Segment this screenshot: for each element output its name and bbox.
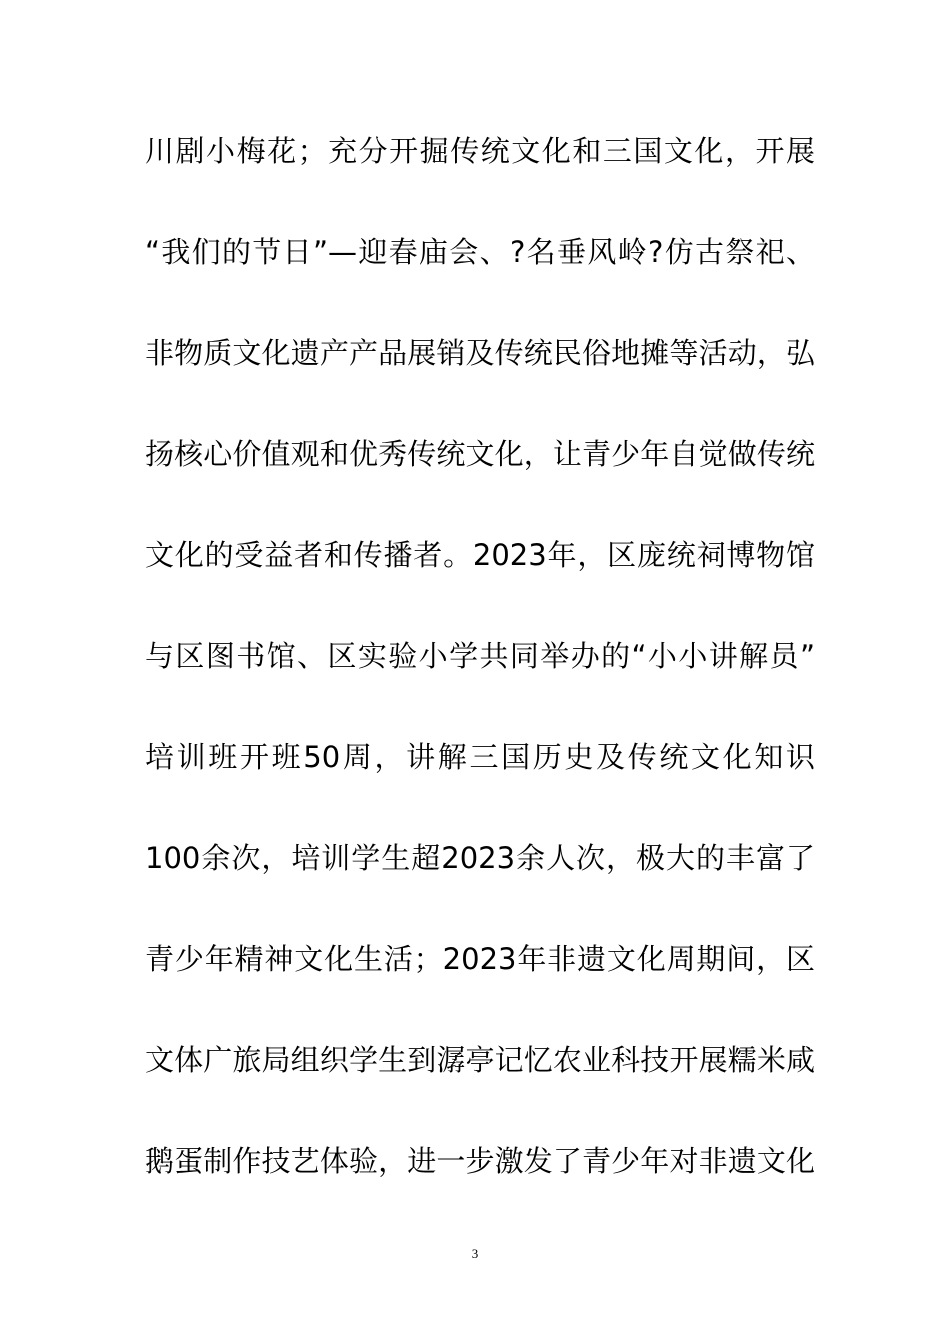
text-line: 川剧小梅花；充分开掘传统文化和三国文化，开展 bbox=[145, 134, 815, 168]
text-line: 文化的受益者和传播者。2023年，区庞统祠博物馆 bbox=[145, 538, 815, 572]
body-text bbox=[145, 126, 815, 1237]
text-line: “我们的节日”—迎春庙会、?名垂风岭?仿古祭祀、 bbox=[145, 235, 815, 269]
text-line: 非物质文化遗产产品展销及传统民俗地摊等活动，弘 bbox=[145, 336, 815, 370]
text-line: 培训班开班50周，讲解三国历史及传统文化知识 bbox=[145, 740, 815, 774]
text-line: 文体广旅局组织学生到潺亭记忆农业科技开展糯米咸 bbox=[145, 1043, 815, 1077]
page-number: 3 bbox=[471, 1246, 479, 1261]
text-line: 100余次，培训学生超2023余人次，极大的丰富了 bbox=[145, 841, 815, 875]
text-line: 青少年精神文化生活；2023年非遗文化周期间，区 bbox=[145, 942, 815, 976]
text-line: 与区图书馆、区实验小学共同举办的“小小讲解员” bbox=[145, 639, 815, 673]
text-line: 扬核心价值观和优秀传统文化，让青少年自觉做传统 bbox=[145, 437, 815, 471]
text-line: 鹅蛋制作技艺体验，进一步激发了青少年对非遗文化 bbox=[145, 1144, 815, 1178]
